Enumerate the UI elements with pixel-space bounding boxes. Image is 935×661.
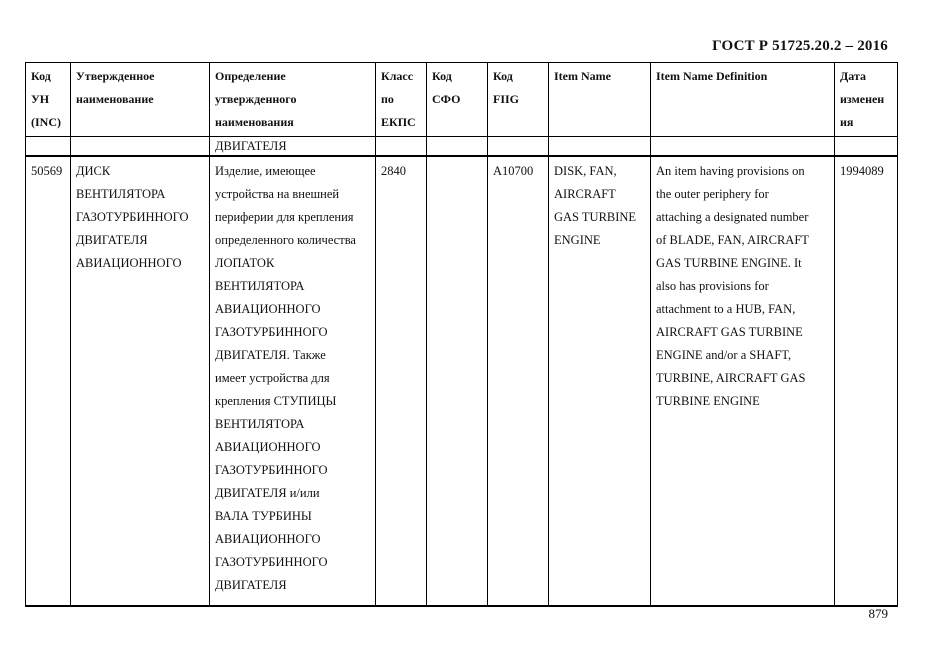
- cell-text-line: AIRCRAFT GAS TURBINE: [656, 325, 803, 339]
- document-standard-number: ГОСТ Р 51725.20.2 – 2016: [712, 38, 888, 54]
- cell-definition: ДВИГАТЕЛЯ: [210, 137, 376, 157]
- cell-text-line: GAS TURBINE: [554, 210, 637, 224]
- cell-text-line: ENGINE: [554, 233, 601, 247]
- header-text-line: ия: [840, 115, 854, 129]
- header-text-line: Код: [31, 69, 51, 83]
- cell-text-line: 2840: [381, 164, 406, 178]
- cell-fiig-code: [488, 137, 549, 157]
- cell-text-line: ГАЗОТУРБИННОГО: [215, 325, 328, 339]
- header-text-line: Определение: [215, 69, 286, 83]
- header-definition: [210, 63, 376, 137]
- cell-text-line: attaching a designated number: [656, 210, 809, 224]
- cell-text-line: ЛОПАТОК: [215, 256, 275, 270]
- table-body: [26, 137, 898, 607]
- cell-sfo-code: [427, 137, 488, 157]
- cell-text-line: АВИАЦИОННОГО: [215, 440, 321, 454]
- cell-text-line: ГАЗОТУРБИННОГО: [215, 555, 328, 569]
- cell-sfo-code: [427, 156, 488, 606]
- table-header-row: [26, 63, 898, 137]
- cell-text-line: GAS TURBINE ENGINE. It: [656, 256, 802, 270]
- header-text-line: изменен: [840, 92, 885, 106]
- catalog-table: [25, 62, 898, 607]
- header-text-line: наименование: [76, 92, 154, 106]
- cell-text-line: определенного количества: [215, 233, 356, 247]
- cell-text-line: АВИАЦИОННОГО: [215, 532, 321, 546]
- header-text-line: СФО: [432, 92, 461, 106]
- cell-text-line: ВЕНТИЛЯТОРА: [215, 417, 305, 431]
- header-text-line: Дата: [840, 69, 866, 83]
- cell-text-line: An item having provisions on: [656, 164, 805, 178]
- header-text-line: FIIG: [493, 92, 520, 106]
- header-approved-name: [71, 63, 210, 137]
- cell-text-line: also has provisions for: [656, 279, 769, 293]
- page-number: 879: [868, 606, 888, 621]
- header-text-line: Item Name Definition: [656, 69, 768, 83]
- cell-text-line: АВИАЦИОННОГО: [215, 302, 321, 316]
- cell-change-date: [835, 137, 898, 157]
- cell-text-line: Изделие, имеющее: [215, 164, 316, 178]
- header-item-name-definition: [651, 63, 835, 137]
- cell-text-line: of BLADE, FAN, AIRCRAFT: [656, 233, 809, 247]
- cell-text-line: the outer periphery for: [656, 187, 769, 201]
- cell-text-line: ГАЗОТУРБИННОГО: [76, 210, 189, 224]
- cell-ekps-class: [376, 156, 427, 606]
- cell-text-line: ДВИГАТЕЛЯ. Также: [215, 348, 326, 362]
- cell-text-line: TURBINE ENGINE: [656, 394, 760, 408]
- header-text-line: утвержденного: [215, 92, 297, 106]
- cell-text-line: периферии для крепления: [215, 210, 354, 224]
- cell-approved-name: [71, 156, 210, 606]
- cell-definition: [210, 156, 376, 606]
- header-ekps-class: [376, 63, 427, 137]
- cell-text-line: ДВИГАТЕЛЯ и/или: [215, 486, 320, 500]
- cell-item-name: [549, 156, 651, 606]
- header-change-date: [835, 63, 898, 137]
- header-text-line: Утвержденное: [76, 69, 155, 83]
- cell-fiig-code: [488, 156, 549, 606]
- cell-text-line: крепления СТУПИЦЫ: [215, 394, 337, 408]
- header-text-line: (INC): [31, 115, 61, 129]
- continuation-row: [26, 137, 898, 157]
- cell-inc-code: [26, 156, 71, 606]
- cell-text-line: ДИСК: [76, 164, 111, 178]
- cell-change-date: [835, 156, 898, 606]
- cell-ekps-class: [376, 137, 427, 157]
- cell-text-line: ВЕНТИЛЯТОРА: [215, 279, 305, 293]
- header-text-line: Класс: [381, 69, 414, 83]
- cell-approved-name: [71, 137, 210, 157]
- cell-item-name: [549, 137, 651, 157]
- header-text-line: ЕКПС: [381, 115, 416, 129]
- cell-text-line: TURBINE, AIRCRAFT GAS: [656, 371, 806, 385]
- cell-text-line: A10700: [493, 164, 534, 178]
- header-text-line: УН: [31, 92, 50, 106]
- header-fiig-code: [488, 63, 549, 137]
- cell-text-line: ВЕНТИЛЯТОРА: [76, 187, 166, 201]
- cell-text-line: ГАЗОТУРБИННОГО: [215, 463, 328, 477]
- table-row: [26, 156, 898, 606]
- cell-text-line: имеет устройства для: [215, 371, 330, 385]
- cell-text-line: 50569: [31, 164, 63, 178]
- header-text-line: наименования: [215, 115, 294, 129]
- cell-text-line: ВАЛА ТУРБИНЫ: [215, 509, 312, 523]
- cell-text-line: DISK, FAN,: [554, 164, 617, 178]
- cell-text-line: AIRCRAFT: [554, 187, 616, 201]
- header-text-line: по: [381, 92, 394, 106]
- header-item-name: [549, 63, 651, 137]
- header-inc-code: [26, 63, 71, 137]
- header-text-line: Код: [432, 69, 452, 83]
- cell-text-line: ДВИГАТЕЛЯ: [76, 233, 148, 247]
- header-sfo-code: [427, 63, 488, 137]
- cell-text-line: attachment to a HUB, FAN,: [656, 302, 796, 316]
- cell-text-line: устройства на внешней: [215, 187, 340, 201]
- cell-text-line: ДВИГАТЕЛЯ: [215, 578, 287, 592]
- header-text-line: Item Name: [554, 69, 611, 83]
- cell-inc-code: [26, 137, 71, 157]
- header-text-line: Код: [493, 69, 513, 83]
- cell-text-line: 1994089: [840, 164, 884, 178]
- cell-item-name-definition: [651, 156, 835, 606]
- cell-text-line: ENGINE and/or a SHAFT,: [656, 348, 792, 362]
- cell-item-name-definition: [651, 137, 835, 157]
- cell-text-line: АВИАЦИОННОГО: [76, 256, 182, 270]
